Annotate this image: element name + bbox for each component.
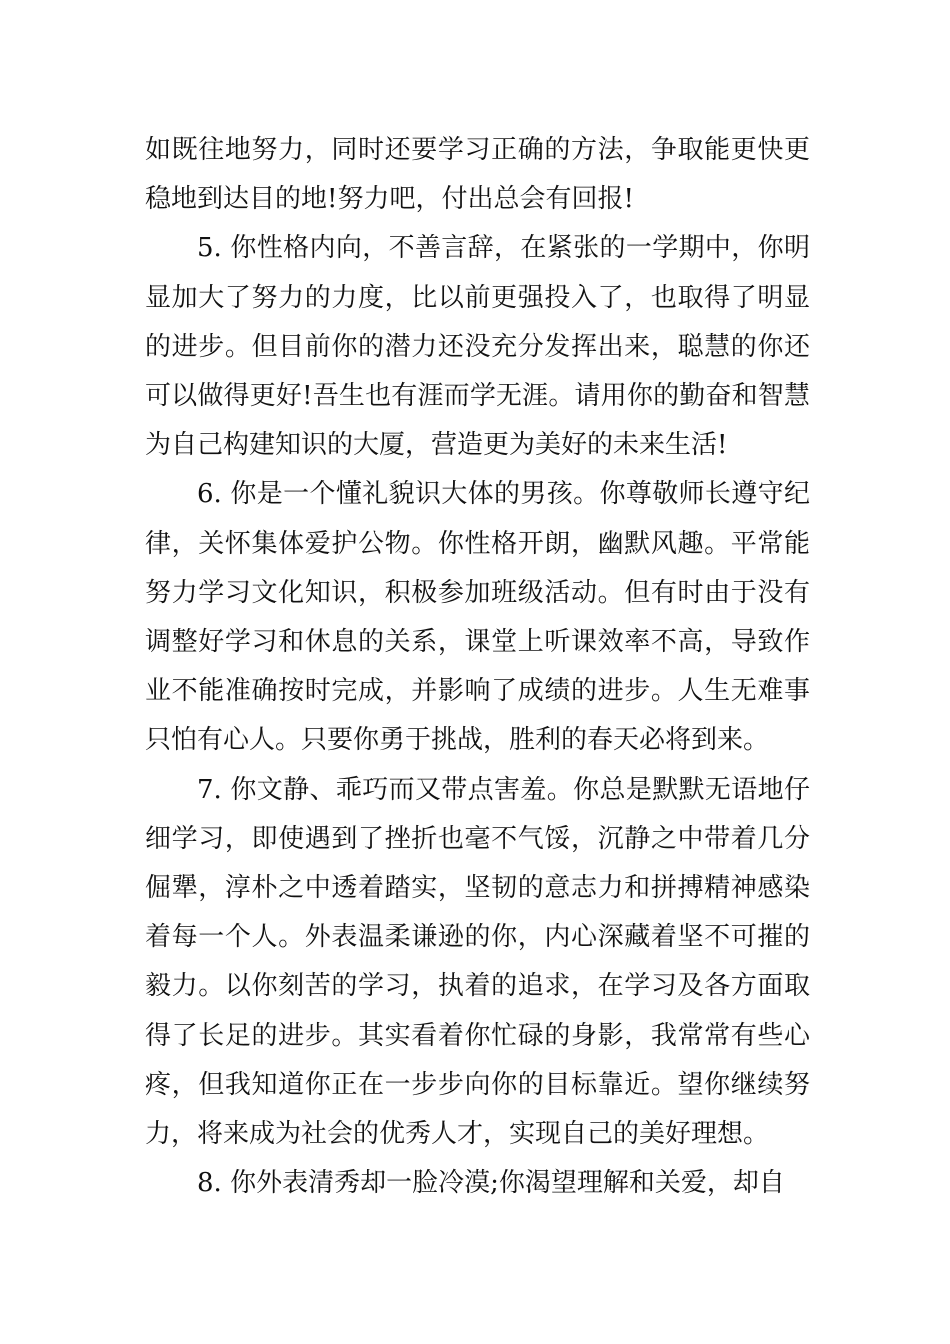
paragraph-8: 8. 你外表清秀却一脸冷漠;你渴望理解和关爱，却自: [197, 1168, 785, 1199]
paragraph-7: 7. 你文静、乖巧而又带点害羞。你总是默默无语地仔细学习，即使遇到了挫折也毫不气馁，沉静之中带着几分倔犟，淳朴之中透着踏实，坚韧的意志力和拼搏精神感染着每一个人。外表温柔谦逊的你，内心深藏着坚不可摧的毅力。以你刻苦的学习，执着的追求，在学习及各方面取得了长足的进步。其实看着你忙碌的身影，我常常有些心疼，但我知道你正在一步步向你的目标靠近。望你继续努力，将来成为社会的优秀人才，实现自己的美好理想。: [145, 774, 810, 1150]
paragraph-6: 6. 你是一个懂礼貌识大体的男孩。你尊敬师长遵守纪律，关怀集体爱护公物。你性格开朗，幽默风趣。平常能努力学习文化知识，积极参加班级活动。但有时由于没有调整好学习和休息的关系，课堂上听课效率不高，导致作业不能准确按时完成，并影响了成绩的进步。人生无难事只怕有心人。只要你勇于挑战，胜利的春天必将到来。: [145, 479, 810, 756]
paragraph-5: 5. 你性格内向，不善言辞，在紧张的一学期中，你明显加大了努力的力度，比以前更强投入了，也取得了明显的进步。但目前你的潜力还没充分发挥出来，聪慧的你还可以做得更好!吾生也有涯而学无涯。请用你的勤奋和智慧为自己构建知识的大厦，营造更为美好的未来生活!: [145, 233, 810, 461]
paragraph-continued: 如既往地努力，同时还要学习正确的方法，争取能更快更稳地到达目的地!努力吧，付出总会有回报!: [145, 135, 810, 215]
body-text: [145, 126, 810, 1208]
